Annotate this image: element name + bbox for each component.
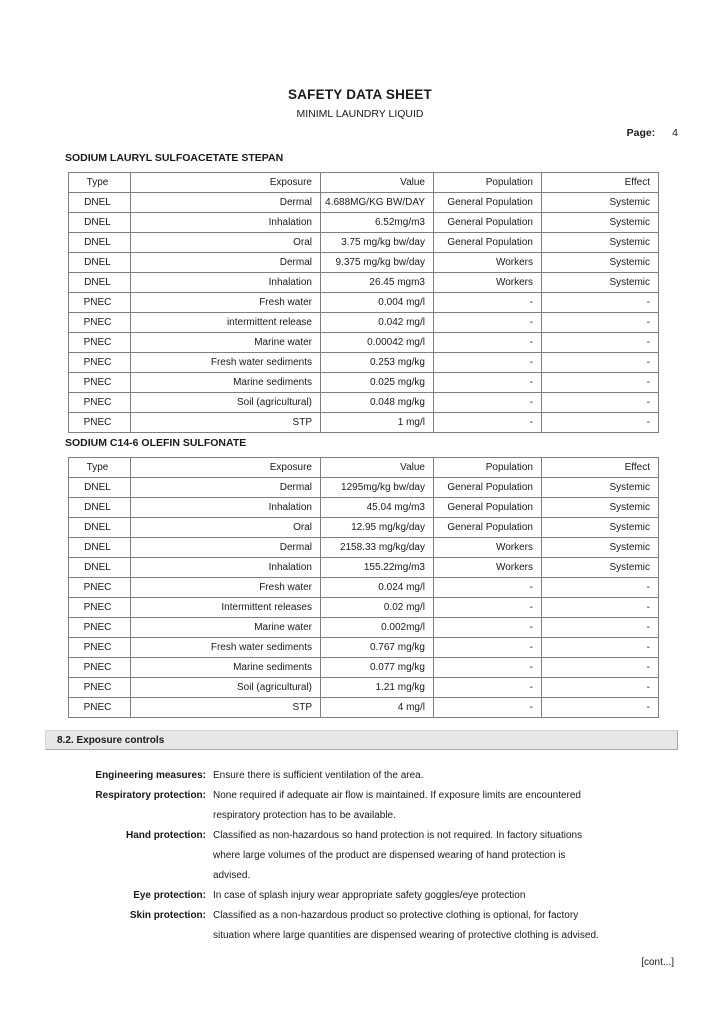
cell: General Population [434, 233, 542, 253]
control-text-line: Classified as a non-hazardous product so protective clothing is optional, for factory [213, 910, 579, 921]
cell: DNEL [69, 213, 131, 233]
table-row [69, 313, 659, 333]
cell: 1.21 mg/kg [321, 678, 434, 698]
product-name: MINIML LAUNDRY LIQUID [296, 108, 424, 120]
table-row [69, 498, 659, 518]
cell: PNEC [69, 413, 131, 433]
cell: - [542, 598, 659, 618]
cell: - [434, 313, 542, 333]
control-label: Respiratory protection: [95, 790, 206, 801]
table-row [69, 618, 659, 638]
cell: Workers [434, 538, 542, 558]
section-heading: 8.2. Exposure controls [57, 735, 165, 746]
cell: - [542, 618, 659, 638]
cell: General Population [434, 518, 542, 538]
column-header: Type [69, 173, 131, 193]
cell: Marine water [131, 333, 321, 353]
cell: PNEC [69, 393, 131, 413]
control-text-line: situation where large quantities are dispensed wearing of protective clothing is advised. [213, 930, 599, 941]
cell: 1295mg/kg bw/day [321, 478, 434, 498]
cell: 155.22mg/m3 [321, 558, 434, 578]
table-row [69, 213, 659, 233]
cell: 0.024 mg/l [321, 578, 434, 598]
table-row [69, 638, 659, 658]
cell: 2158.33 mg/kg/day [321, 538, 434, 558]
cell: Systemic [542, 273, 659, 293]
cell: Marine water [131, 618, 321, 638]
table-row [69, 373, 659, 393]
cell: - [434, 578, 542, 598]
table-row [69, 658, 659, 678]
cell: - [434, 293, 542, 313]
cell: PNEC [69, 658, 131, 678]
cell: Inhalation [131, 213, 321, 233]
control-entry [40, 786, 720, 826]
table-row [69, 478, 659, 498]
cell: - [434, 618, 542, 638]
control-entry [40, 826, 720, 886]
cell: DNEL [69, 518, 131, 538]
control-text-line: None required if adequate air flow is maintained. If exposure limits are encountered [213, 790, 581, 801]
table-row [69, 578, 659, 598]
control-text-line: Classified as non-hazardous so hand protection is not required. In factory situations [213, 830, 583, 841]
column-header: Value [321, 173, 434, 193]
cell: Systemic [542, 233, 659, 253]
control-text-line: Ensure there is sufficient ventilation of the area. [213, 770, 424, 781]
cell: General Population [434, 498, 542, 518]
cell: Soil (agricultural) [131, 678, 321, 698]
cell: Workers [434, 253, 542, 273]
table-row [69, 273, 659, 293]
cell: - [434, 413, 542, 433]
control-text-line: In case of splash injury wear appropriate safety goggles/eye protection [213, 890, 526, 901]
cell: 3.75 mg/kg bw/day [321, 233, 434, 253]
cell: Inhalation [131, 498, 321, 518]
cell: - [542, 638, 659, 658]
cell: Dermal [131, 478, 321, 498]
cell: Systemic [542, 538, 659, 558]
cell: PNEC [69, 293, 131, 313]
cell: - [434, 393, 542, 413]
cell: 0.253 mg/kg [321, 353, 434, 373]
cell: - [542, 333, 659, 353]
cell: DNEL [69, 498, 131, 518]
cell: STP [131, 698, 321, 718]
cell: Fresh water sediments [131, 353, 321, 373]
cell: - [542, 678, 659, 698]
cell: Systemic [542, 253, 659, 273]
cell: Dermal [131, 193, 321, 213]
cell: Fresh water [131, 293, 321, 313]
cell: 12.95 mg/kg/day [321, 518, 434, 538]
cell: - [542, 578, 659, 598]
table-row [69, 393, 659, 413]
cell: STP [131, 413, 321, 433]
page-indicator [0, 127, 720, 140]
table-row [69, 678, 659, 698]
control-text-line: respiratory protection has to be available. [213, 810, 396, 821]
page-label: Page: [626, 127, 656, 139]
cell: DNEL [69, 478, 131, 498]
cell: Inhalation [131, 273, 321, 293]
cell: - [542, 413, 659, 433]
control-text-line: where large volumes of the product are dispensed wearing of hand protection is [213, 850, 566, 861]
cell: PNEC [69, 353, 131, 373]
control-text [213, 906, 599, 946]
cell: PNEC [69, 578, 131, 598]
cell: 0.048 mg/kg [321, 393, 434, 413]
table-row [69, 518, 659, 538]
control-label: Eye protection: [133, 890, 206, 901]
cell: General Population [434, 478, 542, 498]
table-row [69, 353, 659, 373]
cell: 4.688MG/KG BW/DAY [321, 193, 434, 213]
table-row [69, 558, 659, 578]
substance-heading: SODIUM C14-6 OLEFIN SULFONATE [65, 437, 247, 449]
cell: - [542, 353, 659, 373]
cell: PNEC [69, 638, 131, 658]
control-text [213, 886, 525, 906]
column-header: Effect [542, 458, 659, 478]
substance-heading: SODIUM LAURYL SULFOACETATE STEPAN [65, 152, 284, 164]
column-header: Population [434, 173, 542, 193]
cell: DNEL [69, 253, 131, 273]
cell: - [542, 393, 659, 413]
cell: PNEC [69, 373, 131, 393]
cell: DNEL [69, 558, 131, 578]
table-row [69, 698, 659, 718]
column-header: Exposure [131, 173, 321, 193]
cell: intermittent release [131, 313, 321, 333]
cell: - [434, 333, 542, 353]
column-header: Effect [542, 173, 659, 193]
cell: - [434, 698, 542, 718]
table-row [69, 333, 659, 353]
cell: - [542, 658, 659, 678]
table-row [69, 538, 659, 558]
document-title: SAFETY DATA SHEET [288, 87, 432, 102]
cell: DNEL [69, 193, 131, 213]
cell: Marine sediments [131, 373, 321, 393]
column-header: Population [434, 458, 542, 478]
table-row [69, 293, 659, 313]
cell: - [434, 658, 542, 678]
control-entry [40, 906, 720, 946]
cell: Fresh water sediments [131, 638, 321, 658]
cell: DNEL [69, 273, 131, 293]
cell: - [434, 638, 542, 658]
control-entry [40, 886, 720, 906]
cell: Workers [434, 558, 542, 578]
cell: Marine sediments [131, 658, 321, 678]
cell: 0.00042 mg/l [321, 333, 434, 353]
cell: 0.004 mg/l [321, 293, 434, 313]
cell: - [542, 293, 659, 313]
control-label: Engineering measures: [95, 770, 206, 781]
cell: 9.375 mg/kg bw/day [321, 253, 434, 273]
exposure-controls-list [40, 766, 720, 946]
table-row [69, 598, 659, 618]
cell: - [542, 373, 659, 393]
cell: DNEL [69, 233, 131, 253]
cell: - [434, 598, 542, 618]
control-text [213, 786, 581, 826]
cell: 0.042 mg/l [321, 313, 434, 333]
cell: 0.767 mg/kg [321, 638, 434, 658]
section-heading-bar [45, 730, 678, 750]
cell: Oral [131, 518, 321, 538]
cell: - [434, 373, 542, 393]
cell: DNEL [69, 538, 131, 558]
cell: Soil (agricultural) [131, 393, 321, 413]
cell: Oral [131, 233, 321, 253]
control-label: Hand protection: [126, 830, 206, 841]
exposure-table [68, 457, 659, 718]
cell: 45.04 mg/m3 [321, 498, 434, 518]
cell: Systemic [542, 193, 659, 213]
table-row [69, 233, 659, 253]
column-header: Value [321, 458, 434, 478]
cell: General Population [434, 193, 542, 213]
cell: - [434, 353, 542, 373]
table-row [69, 193, 659, 213]
cell: 6.52mg/m3 [321, 213, 434, 233]
cell: PNEC [69, 678, 131, 698]
control-entry [40, 766, 720, 786]
cell: 0.025 mg/kg [321, 373, 434, 393]
cell: - [542, 313, 659, 333]
table-body [69, 458, 659, 718]
cell: Systemic [542, 558, 659, 578]
cell: 4 mg/l [321, 698, 434, 718]
cell: Dermal [131, 253, 321, 273]
control-text [213, 826, 582, 886]
cell: - [542, 698, 659, 718]
table-row [69, 413, 659, 433]
control-text-line: advised. [213, 870, 251, 881]
cell: PNEC [69, 618, 131, 638]
cell: Systemic [542, 518, 659, 538]
continuation-marker: [cont...] [641, 957, 674, 968]
table-header-row [69, 173, 659, 193]
cell: Systemic [542, 478, 659, 498]
cell: 0.002mg/l [321, 618, 434, 638]
table-header-row [69, 458, 659, 478]
substances-container [0, 152, 720, 718]
control-text [213, 766, 424, 786]
cell: - [434, 678, 542, 698]
table-row [69, 253, 659, 273]
cell: PNEC [69, 333, 131, 353]
cell: PNEC [69, 698, 131, 718]
cell: 26.45 mgm3 [321, 273, 434, 293]
cell: Systemic [542, 213, 659, 233]
cell: Dermal [131, 538, 321, 558]
cell: PNEC [69, 598, 131, 618]
control-label: Skin protection: [129, 910, 206, 921]
cell: Fresh water [131, 578, 321, 598]
cell: Workers [434, 273, 542, 293]
page-number: 4 [672, 127, 678, 139]
cell: Intermittent releases [131, 598, 321, 618]
table-body [69, 173, 659, 433]
cell: Systemic [542, 498, 659, 518]
cell: 0.077 mg/kg [321, 658, 434, 678]
cell: PNEC [69, 313, 131, 333]
column-header: Exposure [131, 458, 321, 478]
column-header: Type [69, 458, 131, 478]
cell: 0.02 mg/l [321, 598, 434, 618]
cell: 1 mg/l [321, 413, 434, 433]
cell: Inhalation [131, 558, 321, 578]
exposure-table [68, 172, 659, 433]
cell: General Population [434, 213, 542, 233]
